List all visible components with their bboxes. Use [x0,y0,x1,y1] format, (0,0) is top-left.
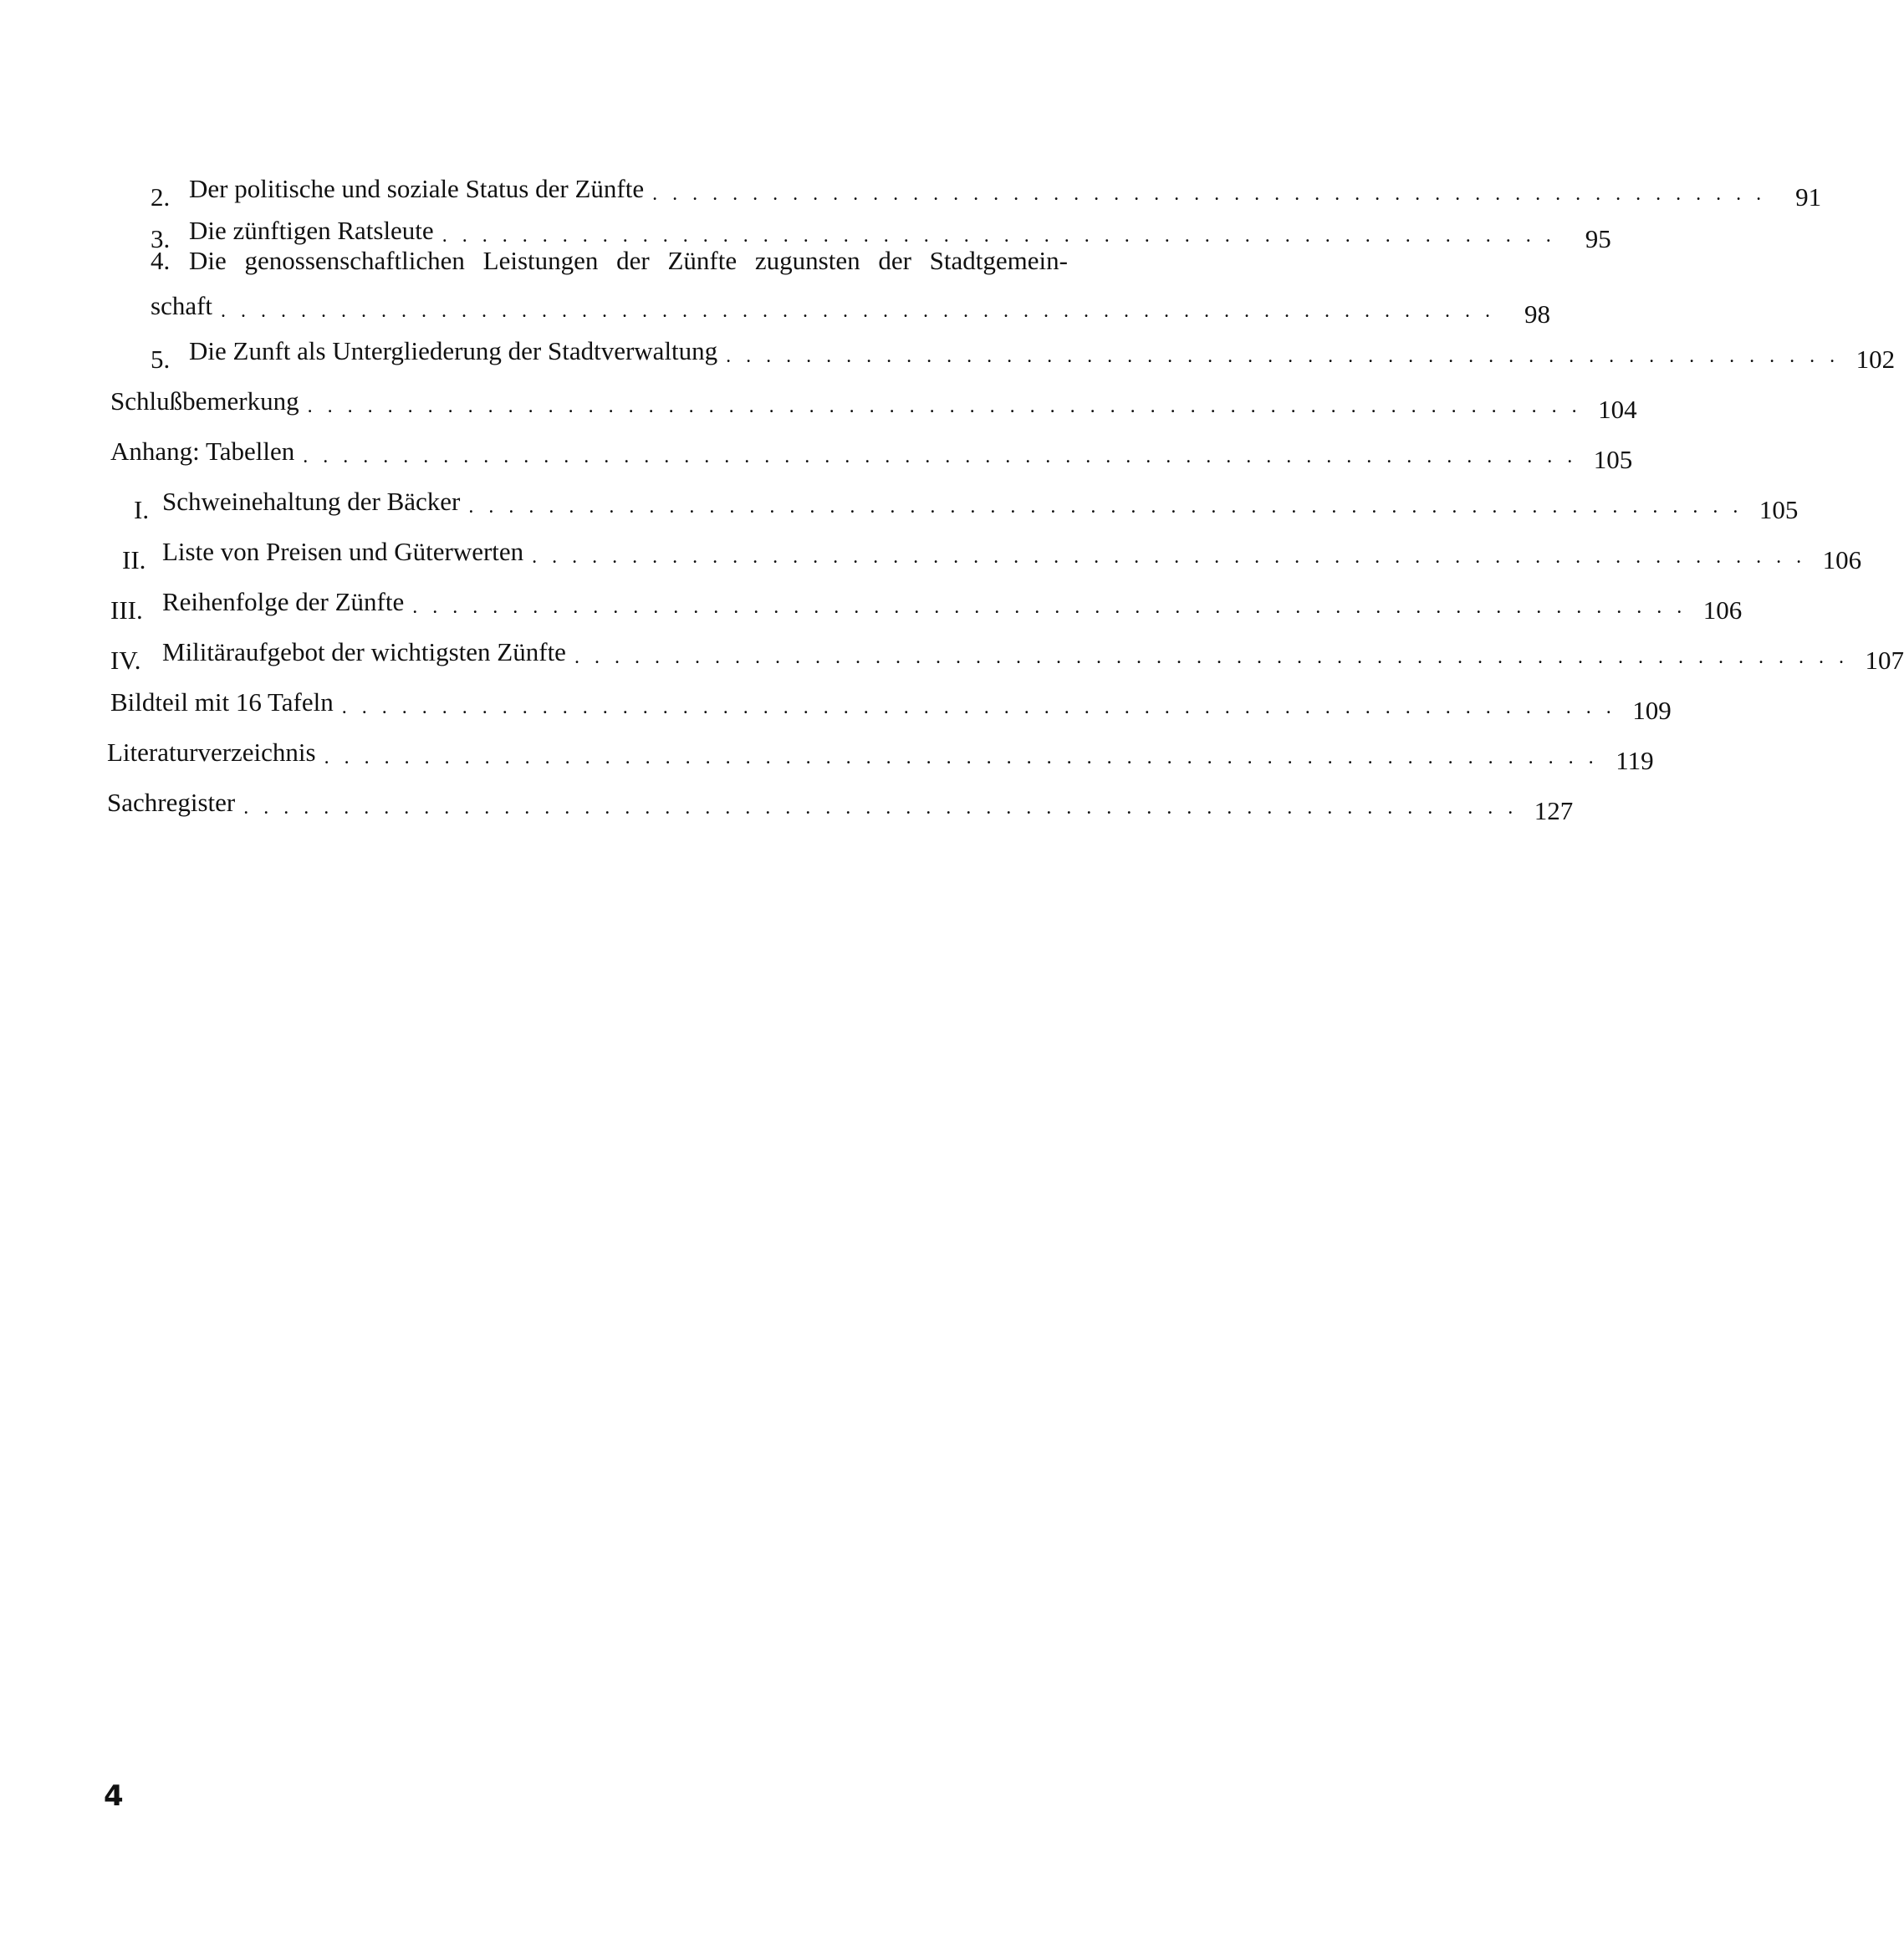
toc-entry [110,426,1633,477]
toc-entry-page: 102 [1856,345,1896,374]
toc-entry-number: III. [110,595,143,625]
toc-entry [107,727,1654,778]
toc-entry [110,577,1743,627]
toc-entry-page: 95 [1585,224,1611,253]
toc-entry-title: schaft [151,291,213,320]
toc-entry [107,778,1574,828]
toc-entry-number: 5. [151,345,171,374]
leader-dots: . . . . . . . . . . . . . . . . . . . . . . . . . . . . . . . . . . . . . . . . . . . . . . . . . . . . . . . . . . . . . . . . [574,646,1849,668]
toc-entry-title: Sachregister [107,788,236,817]
leader-dots: . . . . . . . . . . . . . . . . . . . . . . . . . . . . . . . . . . . . . . . . . . . . . . . . . . . . . . . . [442,225,1556,247]
toc-entry-title: Anhang: Tabellen [110,436,295,466]
toc-entry-title: Der politische und soziale Status der Zünfte [189,174,645,203]
toc-entry-title: Die zünftigen Ratsleute [189,216,434,245]
toc-entry-page: 91 [1795,182,1822,212]
toc-entry-title: Schweinehaltung der Bäcker [162,487,461,516]
toc-entry [110,627,1904,677]
toc-entry-title: Reihenfolge der Zünfte [162,587,405,616]
toc-entry-title-line1: Die genossenschaftlichen Leistungen der Zünfte zugunsten der Stadtgemein- [189,246,1068,275]
leader-dots: . . . . . . . . . . . . . . . . . . . . . . . . . . . . . . . . . . . . . . . . . . . . . . . . . . . . . . . . [726,345,1840,367]
toc-entry-page: 106 [1822,545,1862,574]
leader-dots: . . . . . . . . . . . . . . . . . . . . . . . . . . . . . . . . . . . . . . . . . . . . . . . . . . . . . . . . . . . . . . . . [324,747,1599,768]
toc-entry-number: 4. [151,246,171,275]
toc-entry-number: I. [134,495,150,524]
toc-entry-number: IV. [110,646,141,675]
toc-entry-title: Literaturverzeichnis [107,738,316,767]
leader-dots: . . . . . . . . . . . . . . . . . . . . . . . . . . . . . . . . . . . . . . . . . . . . . . . . . . . . . . . . . . . . . . . . [221,300,1496,322]
toc-entry-title: Liste von Preisen und Güterwerten [162,537,524,566]
toc-entry-page: 105 [1593,445,1633,474]
toc-entry-number: 3. [151,224,171,253]
toc-entry-number: 2. [151,182,171,212]
leader-dots: . . . . . . . . . . . . . . . . . . . . . . . . . . . . . . . . . . . . . . . . . . . . . . . . . . . . . . . . [652,183,1767,205]
toc-entry-page: 119 [1616,746,1654,775]
toc-entry [110,376,1637,426]
leader-dots: . . . . . . . . . . . . . . . . . . . . . . . . . . . . . . . . . . . . . . . . . . . . . . . . . . . . . . . . . . . . . . . . [532,546,1807,568]
toc-entry [151,246,1551,331]
toc-entry [151,326,1896,376]
leader-dots: . . . . . . . . . . . . . . . . . . . . . . . . . . . . . . . . . . . . . . . . . . . . . . . . . . . . . . . . . . . . . . . . [412,596,1687,618]
toc-entry [122,527,1862,577]
toc-entry-title: Die Zunft als Untergliederung der Stadtverwaltung [189,336,718,365]
toc-entry-page: 106 [1702,595,1743,625]
toc-entry [110,677,1672,727]
toc-entry-title: Schlußbemerkung [110,386,299,416]
toc-entry-number: II. [122,545,146,574]
leader-dots: . . . . . . . . . . . . . . . . . . . . . . . . . . . . . . . . . . . . . . . . . . . . . . . . . . . . . . . . . . . . . . . . [307,396,1582,417]
toc-entry-page: 104 [1598,395,1637,424]
toc-entry [134,477,1799,527]
leader-dots: . . . . . . . . . . . . . . . . . . . . . . . . . . . . . . . . . . . . . . . . . . . . . . . . . . . . . . . . . . . . . . . . [468,496,1743,518]
toc-entry-title: Militäraufgebot der wichtigsten Zünfte [162,637,566,666]
toc-entry-page: 98 [1524,299,1551,329]
toc-entry-title: Bildteil mit 16 Tafeln [110,687,334,717]
leader-dots: . . . . . . . . . . . . . . . . . . . . . . . . . . . . . . . . . . . . . . . . . . . . . . . . . . . . . . . . . . . . . . . . [341,697,1616,718]
toc-entry-page: 107 [1865,646,1904,675]
leader-dots: . . . . . . . . . . . . . . . . . . . . . . . . . . . . . . . . . . . . . . . . . . . . . . . . . . . . . . . . . . . . . . . . [243,797,1519,819]
toc-entry-page: 109 [1632,696,1672,725]
toc-entry-page: 105 [1759,495,1799,524]
page-number: 4 [104,1779,124,1813]
toc-entry-page: 127 [1534,796,1574,825]
leader-dots: . . . . . . . . . . . . . . . . . . . . . . . . . . . . . . . . . . . . . . . . . . . . . . . . . . . . . . . . . . . . . . . . [303,446,1578,467]
